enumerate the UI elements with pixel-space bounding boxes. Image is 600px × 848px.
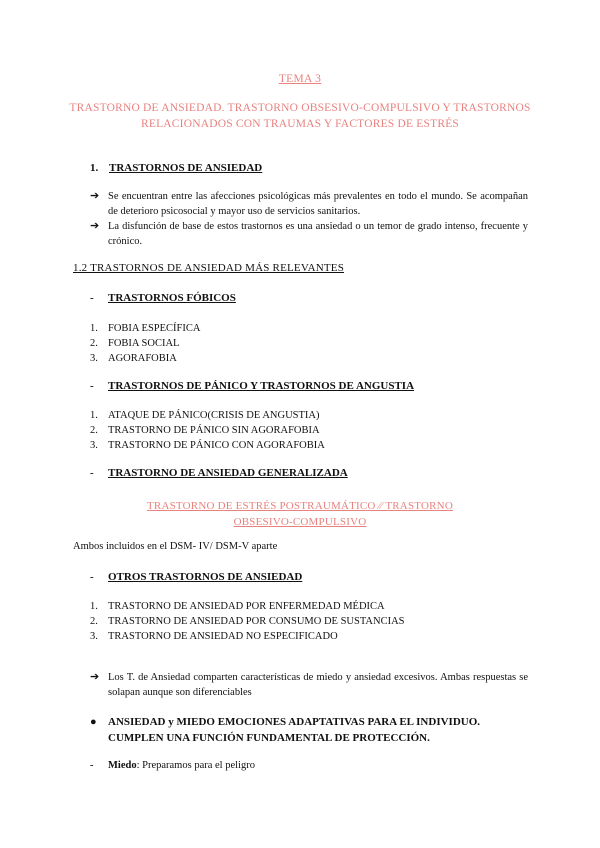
highlighted-line-2: OBSESIVO-COMPULSIVO <box>233 516 367 528</box>
group-heading-panico <box>90 380 414 392</box>
highlighted-heading <box>100 498 500 530</box>
group-label: TRASTORNOS DE PÁNICO Y TRASTORNOS DE ANGUSTIA <box>108 380 415 392</box>
section-number: 1. <box>90 162 99 174</box>
list-item: 1. TRASTORNO DE ANSIEDAD POR ENFERMEDAD MÉDICA <box>90 601 385 612</box>
bullet-line-2: CUMPLEN UNA FUNCIÓN FUNDAMENTAL DE PROTECCIÓN. <box>108 732 430 744</box>
bullet-paragraph <box>90 714 480 746</box>
paragraph-text: La disfunción de base de estos trastornos es una ansiedad o un temor de grado intenso, frecuente y crónico. <box>108 221 528 247</box>
document-title <box>60 100 540 132</box>
list-item: 3. AGORAFOBIA <box>90 353 177 364</box>
ordered-list-fobicos <box>90 321 200 366</box>
list-item: 1. FOBIA ESPECÍFICA <box>90 323 201 334</box>
term-definition: : Preparamos para el peligro <box>136 760 255 771</box>
list-item: 2. FOBIA SOCIAL <box>90 338 180 349</box>
arrow-paragraph <box>90 189 528 219</box>
note-text: Ambos incluidos en el DSM- IV/ DSM-V aparte <box>73 541 278 552</box>
arrow-paragraph <box>90 670 528 700</box>
title-line-2: RELACIONADOS CON TRAUMAS Y FACTORES DE ESTRÉS <box>140 118 460 130</box>
group-label: TRASTORNO DE ANSIEDAD GENERALIZADA <box>108 467 348 479</box>
arrow-paragraph <box>90 219 528 249</box>
bullet-line-1: ANSIEDAD y MIEDO EMOCIONES ADAPTATIVAS PARA EL INDIVIDUO. <box>108 716 481 728</box>
section-label: TRASTORNOS DE ANSIEDAD <box>109 162 263 174</box>
list-item: 3. TRASTORNO DE PÁNICO CON AGORAFOBIA <box>90 440 325 451</box>
section-heading-1 <box>90 162 262 174</box>
bullet-icon: ● <box>90 716 97 728</box>
arrow-icon: ➔ <box>90 671 100 683</box>
group-heading-generalizada <box>90 467 348 479</box>
arrow-icon: ➔ <box>90 190 100 202</box>
term-key: Miedo <box>108 760 137 771</box>
subsection-heading: 1.2 TRASTORNOS DE ANSIEDAD MÁS RELEVANTES <box>73 262 345 274</box>
arrow-icon: ➔ <box>90 220 100 232</box>
paragraph-text: Los T. de Ansiedad comparten características de miedo y ansiedad excesivos. Ambas respuestas se solapan aunque son diferenciables <box>108 672 528 698</box>
miedo-item <box>90 760 255 771</box>
group-heading-fobicos <box>90 292 236 304</box>
group-heading-otros <box>90 571 302 583</box>
topic-label: TEMA 3 <box>278 73 322 85</box>
list-item: 3. TRASTORNO DE ANSIEDAD NO ESPECIFICADO <box>90 631 338 642</box>
ordered-list-otros <box>90 599 405 644</box>
ordered-list-panico <box>90 408 325 453</box>
title-line-1: TRASTORNO DE ANSIEDAD. TRASTORNO OBSESIVO-COMPULSIVO Y TRASTORNOS <box>69 102 531 114</box>
dash-marker: - <box>90 760 94 771</box>
group-label: OTROS TRASTORNOS DE ANSIEDAD <box>108 571 303 583</box>
paragraph-text: Se encuentran entre las afecciones psicológicas más prevalentes en todo el mundo. Se acompañan de deterioro psicosocial y mayor uso de servicios sanitarios. <box>108 191 528 217</box>
list-item: 2. TRASTORNO DE ANSIEDAD POR CONSUMO DE SUSTANCIAS <box>90 616 405 627</box>
dash-marker: - <box>90 571 94 583</box>
group-label: TRASTORNOS FÓBICOS <box>108 292 236 304</box>
dash-marker: - <box>90 292 94 304</box>
dash-marker: - <box>90 467 94 479</box>
list-item: 2. TRASTORNO DE PÁNICO SIN AGORAFOBIA <box>90 425 320 436</box>
dash-marker: - <box>90 380 94 392</box>
list-item: 1. ATAQUE DE PÁNICO(CRISIS DE ANGUSTIA) <box>90 410 320 421</box>
highlighted-line-1: TRASTORNO DE ESTRÉS POSTRAUMÁTICO ⁄⁄ TRASTORNO <box>147 500 453 512</box>
